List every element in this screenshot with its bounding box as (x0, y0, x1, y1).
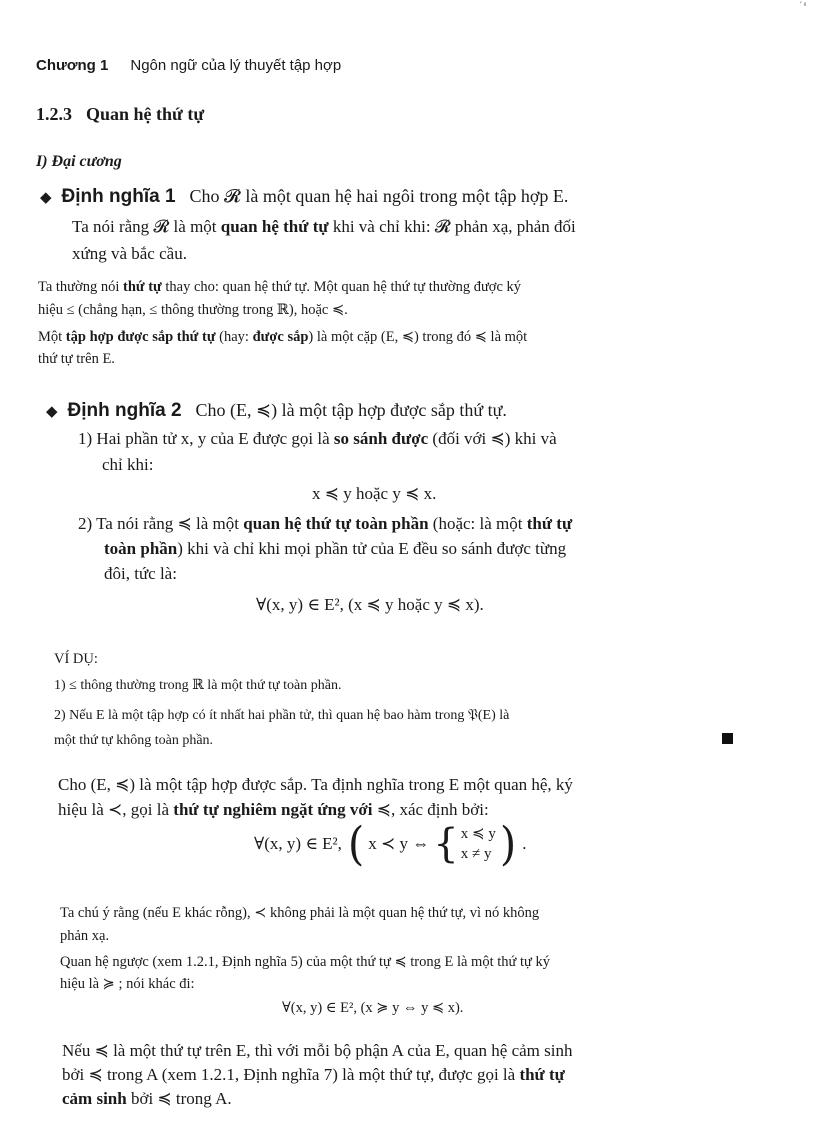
text: ≼, xác định bởi: (372, 800, 489, 819)
paragraph-2-line-1: Cho (E, ≼) là một tập hợp được sắp. Ta định nghĩa trong E một quan hệ, ký (58, 775, 573, 794)
paragraph-4-line-1: Nếu ≼ là một thứ tự trên E, thì với mỗi bộ phận A của E, quan hệ cảm sinh (62, 1041, 573, 1060)
definition-2-item-1-line-1 (78, 429, 557, 449)
running-header (36, 57, 341, 74)
paragraph-4-line-2 (62, 1065, 565, 1085)
definition-2-item-2-line-3: đôi, tức là: (104, 564, 177, 583)
example-2-line-2: một thứ tự không toàn phần. (54, 733, 214, 748)
diamond-bullet-icon: ◆ (46, 402, 58, 420)
text: ) là một cặp (E, ≼) trong đó ≼ là một (308, 329, 528, 345)
section-title: Quan hệ thứ tự (86, 104, 205, 124)
definition-1-line-2: xứng và bắc cầu. (72, 244, 187, 263)
emphasis: quan hệ thứ tự toàn phần (243, 514, 429, 533)
emphasis: thứ tự (526, 514, 573, 533)
emphasis: cảm sinh (62, 1089, 127, 1108)
formula-stack (461, 824, 496, 864)
definition-2-item-1-line-2: chỉ khi: (102, 455, 154, 474)
emphasis: quan hệ thứ tự (220, 217, 329, 236)
paragraph-3-line-2: phản xạ. (60, 928, 110, 944)
paragraph-1-line-3 (38, 329, 527, 346)
definition-2-item-2-line-2 (104, 539, 566, 559)
end-of-example-mark (722, 733, 733, 744)
left-paren-icon: ( (347, 816, 365, 871)
text: 2) Ta nói rằng ≼ là một (78, 514, 244, 533)
definition-1-heading (40, 186, 568, 208)
formula-lhs: ∀(x, y) ∈ E², (254, 834, 342, 853)
emphasis: thứ tự (519, 1065, 565, 1084)
definition-2-label: Định nghĩa 2 (67, 400, 182, 421)
paragraph-1-line-4: thứ tự trên E. (38, 351, 115, 367)
emphasis: toàn phần (104, 539, 178, 558)
formula-top: x ≼ y (460, 826, 496, 842)
text: (hoặc: là một (428, 514, 527, 533)
text: Ta nói rằng 𝓡 là một (72, 217, 221, 236)
right-paren-icon: ) (499, 816, 517, 871)
paragraph-4-line-3 (62, 1089, 232, 1109)
section-heading (36, 104, 204, 125)
paragraph-1-line-1 (38, 279, 521, 296)
definition-1-intro: Cho 𝓡 là một quan hệ hai ngôi trong một tập hợp E. (189, 186, 569, 206)
text: Một (38, 329, 66, 345)
section-number: 1.2.3 (36, 104, 72, 124)
diamond-bullet-icon: ◆ (40, 188, 52, 206)
text: Ta thường nói (38, 279, 123, 295)
emphasis: thứ tự (123, 279, 162, 295)
emphasis: thứ tự nghiêm ngặt ứng với (173, 800, 373, 819)
formula-converse: ∀(x, y) ∈ E², (x ≽ y ⇔ y ≼ x). (282, 1000, 464, 1016)
text: khi và chỉ khi: 𝓡 phản xạ, phản đối (328, 217, 576, 236)
text: bởi ≼ trong A. (126, 1089, 232, 1108)
formula-end: . (522, 834, 527, 853)
formula-bottom: x ≠ y (460, 846, 492, 862)
text: 1) Hai phần tử x, y của E được gọi là (78, 429, 334, 448)
definition-1-line-1 (72, 217, 576, 237)
text: ) khi và chỉ khi mọi phần tử của E đều so sánh được từng (177, 539, 567, 558)
subsection-heading: I) Đại cương (36, 153, 122, 170)
formula-strict-order (254, 816, 527, 871)
text: (hay: (215, 329, 253, 345)
definition-2-heading (46, 400, 507, 422)
definition-2-item-2-line-1 (78, 514, 572, 534)
text: (đối với ≼) khi và (428, 429, 557, 448)
emphasis: tập hợp được sắp thứ tự (65, 329, 216, 345)
emphasis: được sắp (252, 329, 309, 345)
paragraph-3-line-4: hiệu là ≽ ; nói khác đi: (60, 976, 195, 992)
formula-inner (368, 821, 496, 867)
text: thay cho: quan hệ thứ tự. Một quan hệ thứ tự thường được ký (161, 279, 522, 295)
definition-2-intro: Cho (E, ≼) là một tập hợp được sắp thứ tự. (195, 400, 507, 420)
formula-comparable: x ≼ y hoặc y ≼ x. (312, 484, 437, 503)
paragraph-3-line-3: Quan hệ ngược (xem 1.2.1, Định nghĩa 5) của một thứ tự ≼ trong E là một thứ tự ký (60, 954, 551, 970)
left-brace-icon: { (433, 821, 459, 867)
definition-1-label: Định nghĩa 1 (61, 186, 176, 207)
paragraph-1-line-2: hiệu ≤ (chẳng hạn, ≤ thông thường trong ℝ), hoặc ≼. (38, 302, 348, 318)
formula-mid: x ≺ y ⇔ (368, 834, 430, 853)
chapter-number: Chương 1 (36, 57, 109, 74)
emphasis: so sánh được (333, 429, 429, 448)
paragraph-3-line-1: Ta chú ý rằng (nếu E khác rỗng), ≺ không phải là một quan hệ thứ tự, vì nó không (60, 905, 540, 921)
example-heading: VÍ DỤ: (54, 651, 98, 667)
paragraph-2-line-2 (58, 800, 489, 820)
text: hiệu là ≺, gọi là (58, 800, 174, 819)
text: bởi ≼ trong A (xem 1.2.1, Định nghĩa 7) là một thứ tự, được gọi là (62, 1065, 520, 1084)
chapter-title: Ngôn ngữ của lý thuyết tập hợp (130, 57, 342, 74)
formula-total-order: ∀(x, y) ∈ E², (x ≼ y hoặc y ≼ x). (256, 595, 484, 614)
corner-mark: ʹ ᵍ (800, 0, 807, 9)
example-2-line-1: 2) Nếu E là một tập hợp có ít nhất hai phần tử, thì quan hệ bao hàm trong 𝔓(E) là (54, 708, 510, 723)
example-1: 1) ≤ thông thường trong ℝ là một thứ tự toàn phần. (54, 678, 342, 693)
